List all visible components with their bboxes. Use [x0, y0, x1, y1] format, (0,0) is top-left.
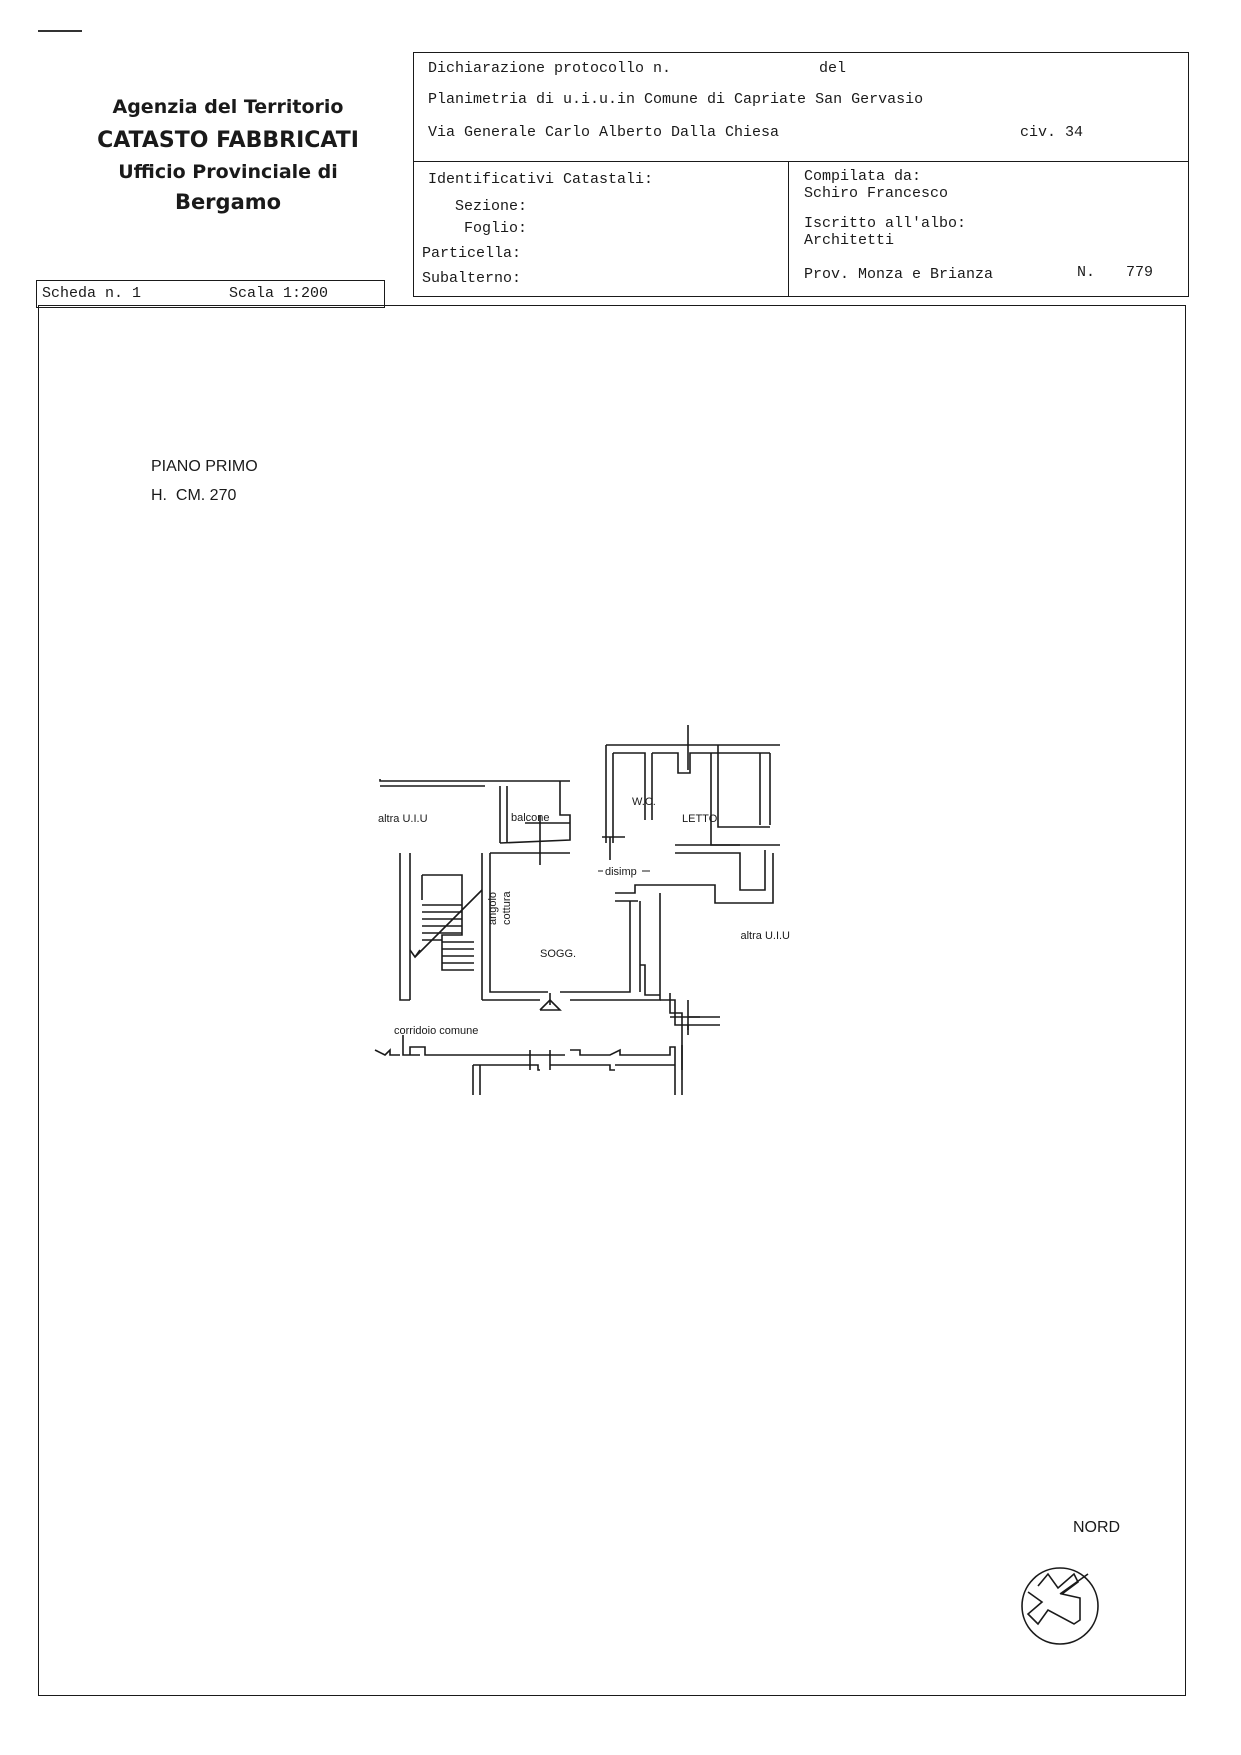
- registration-number: 779: [1126, 264, 1154, 281]
- identificativi-title: Identificativi Catastali:: [428, 171, 654, 188]
- north-label: NORD: [1073, 1519, 1121, 1536]
- plan-label-altra-uiu-left: altra U.I.U: [378, 813, 428, 825]
- scheda-number: Scheda n. 1: [42, 285, 142, 302]
- province-label: Prov. Monza e Brianza: [804, 266, 994, 283]
- office-label: Ufficio Provinciale di: [118, 161, 338, 183]
- header-col-divider: [788, 161, 789, 297]
- catasto-title: CATASTO FABBRICATI: [97, 128, 359, 153]
- plan-label-corridoio: corridoio comune: [394, 1025, 479, 1037]
- particella-label: Particella:: [422, 245, 522, 262]
- agency-name: Agenzia del Territorio: [112, 96, 344, 118]
- albo-value: Architetti: [804, 232, 895, 249]
- plan-label-angolo: angolo: [487, 891, 499, 925]
- del-label: del: [819, 60, 847, 77]
- plan-label-balcone: balcone: [511, 812, 550, 824]
- plan-label-altra-uiu-right: altra U.I.U: [740, 930, 790, 942]
- north-arrow-icon: [1018, 1564, 1102, 1648]
- floor-plan: [370, 725, 790, 1095]
- plan-label-cottura: cottura: [501, 891, 513, 925]
- planimetria-text: Planimetria di u.i.u.in Comune di Capriate San Gervasio: [428, 91, 924, 108]
- sezione-label: Sezione:: [455, 198, 528, 215]
- ceiling-height: H. CM. 270: [151, 487, 237, 504]
- compilata-label: Compilata da:: [804, 168, 922, 185]
- scale-label: Scala 1:200: [229, 285, 329, 302]
- plan-label-wc: W.C.: [632, 796, 656, 808]
- floor-level: PIANO PRIMO: [151, 458, 258, 475]
- registration-number-label: N.: [1077, 264, 1096, 281]
- plan-label-letto: LETTO: [682, 813, 718, 825]
- civic-number: civ. 34: [1020, 124, 1084, 141]
- plan-label-sogg: SOGG.: [540, 948, 577, 960]
- scan-mark: [38, 30, 82, 32]
- office-city: Bergamo: [174, 190, 282, 214]
- compiler-name: Schiro Francesco: [804, 185, 949, 202]
- foglio-label: Foglio:: [464, 220, 528, 237]
- plan-label-disimp: disimp: [605, 866, 637, 878]
- header-divider: [413, 161, 1189, 162]
- protocol-label: Dichiarazione protocollo n.: [428, 60, 672, 77]
- address-text: Via Generale Carlo Alberto Dalla Chiesa: [428, 124, 780, 141]
- albo-label: Iscritto all'albo:: [804, 215, 967, 232]
- subalterno-label: Subalterno:: [422, 270, 522, 287]
